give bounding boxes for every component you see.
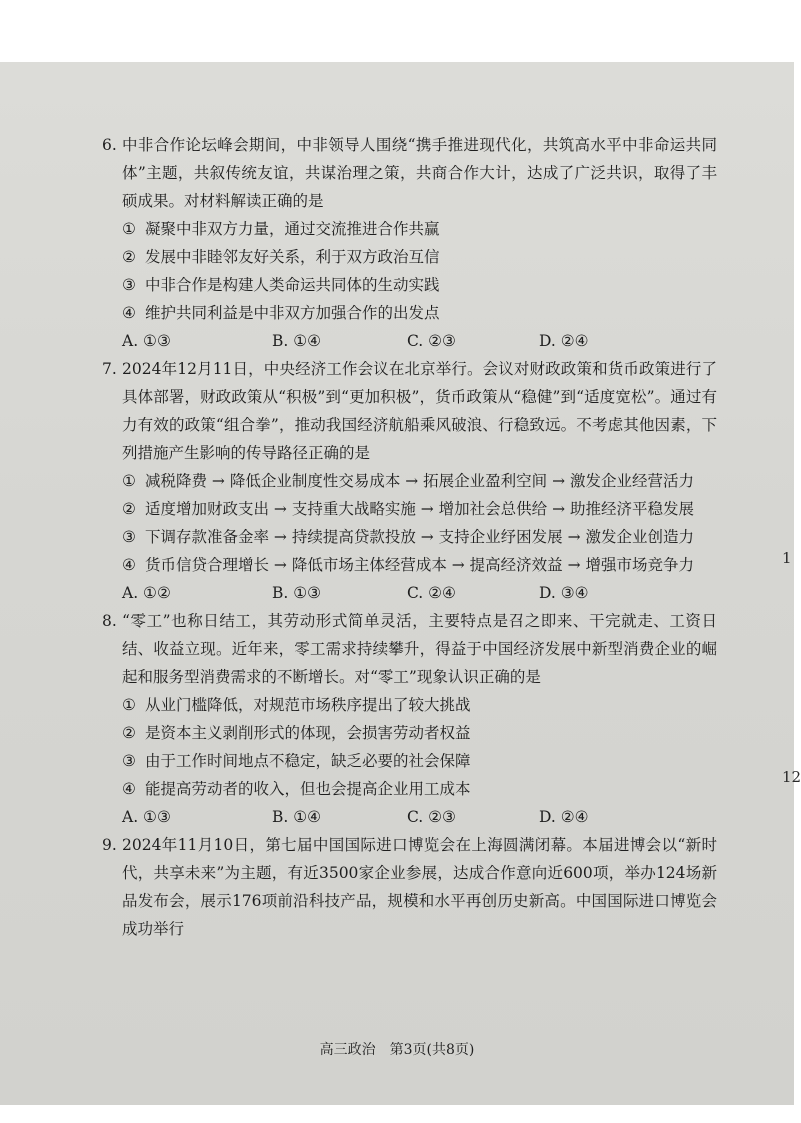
statement-mark: ① xyxy=(122,696,136,714)
question-stem xyxy=(102,355,717,467)
statement-item xyxy=(102,495,717,523)
statement-item xyxy=(102,467,717,495)
statement-item xyxy=(102,747,717,775)
choice-c: C. ②③ xyxy=(407,332,456,350)
statement-text: 是资本主义剥削形式的体现，会损害劳动者权益 xyxy=(145,724,471,742)
statement-text: 凝聚中非双方力量，通过交流推进合作共赢 xyxy=(145,220,440,238)
statement-text: 中非合作是构建人类命运共同体的生动实践 xyxy=(145,276,440,294)
choice-b: B. ①③ xyxy=(272,584,322,602)
statement-text: 能提高劳动者的收入，但也会提高企业用工成本 xyxy=(145,780,471,798)
statement-mark: ③ xyxy=(122,528,136,546)
choice-d: D. ③④ xyxy=(539,584,589,602)
statement-text: 适度增加财政支出 → 支持重大战略实施 → 增加社会总供给 → 助推经济平稳发展 xyxy=(145,500,695,518)
statement-item xyxy=(102,523,717,551)
answer-choices xyxy=(102,579,717,607)
question-stem xyxy=(102,607,717,691)
question-stem xyxy=(102,831,717,943)
statement-item xyxy=(102,215,717,243)
statement-text: 减税降费 → 降低企业制度性交易成本 → 拓展企业盈利空间 → 激发企业经营活力 xyxy=(145,472,695,490)
choice-b: B. ①④ xyxy=(272,332,322,350)
statement-item xyxy=(102,551,717,579)
statement-item xyxy=(102,775,717,803)
statement-mark: ④ xyxy=(122,780,136,798)
edge-mark: 1 xyxy=(782,549,792,567)
question-number: 7. xyxy=(102,360,117,378)
statement-item xyxy=(102,271,717,299)
choice-d: D. ②④ xyxy=(539,332,589,350)
question-8 xyxy=(102,607,717,831)
statement-text: 下调存款准备金率 → 持续提高贷款投放 → 支持企业纾困发展 → 激发企业创造力 xyxy=(145,528,695,546)
statement-text: 货币信贷合理增长 → 降低市场主体经营成本 → 提高经济效益 → 增强市场竞争力 xyxy=(145,556,695,574)
question-number: 9. xyxy=(102,836,117,854)
answer-choices xyxy=(102,803,717,831)
question-text: “零工”也称日结工，其劳动形式简单灵活，主要特点是召之即来、干完就走、工资日结、收益立现。近年来，零工需求持续攀升，得益于中国经济发展中新型消费企业的崛起和服务型消费需求的不断增长。对“零工”现象认识正确的是 xyxy=(122,612,717,686)
question-text: 中非合作论坛峰会期间，中非领导人围绕“携手推进现代化，共筑高水平中非命运共同体”主题，共叙传统友谊，共谋治理之策，共商合作大计，达成了广泛共识，取得了丰硕成果。对材料解读正确的是 xyxy=(122,136,717,210)
choice-d: D. ②④ xyxy=(539,808,589,826)
statement-mark: ② xyxy=(122,248,136,266)
question-text: 2024年12月11日，中央经济工作会议在北京举行。会议对财政政策和货币政策进行了具体部署，财政政策从“积极”到“更加积极”，货币政策从“稳健”到“适度宽松”。通过有力有效的政策“组合拳”，推动我国经济航船乘风破浪、行稳致远。不考虑其他因素，下列措施产生影响的传导路径正确的是 xyxy=(122,360,717,462)
statement-mark: ① xyxy=(122,220,136,238)
statement-mark: ④ xyxy=(122,304,136,322)
statement-mark: ④ xyxy=(122,556,136,574)
choice-a: A. ①② xyxy=(122,584,171,602)
choice-b: B. ①④ xyxy=(272,808,322,826)
question-9 xyxy=(102,831,717,943)
statement-mark: ② xyxy=(122,500,136,518)
statement-mark: ③ xyxy=(122,276,136,294)
statement-text: 发展中非睦邻友好关系，利于双方政治互信 xyxy=(145,248,440,266)
statement-text: 从业门槛降低，对规范市场秩序提出了较大挑战 xyxy=(145,696,471,714)
question-list xyxy=(102,131,717,943)
statement-text: 维护共同利益是中非双方加强合作的出发点 xyxy=(145,304,440,322)
answer-choices xyxy=(102,327,717,355)
statement-item xyxy=(102,243,717,271)
statement-item xyxy=(102,691,717,719)
exam-paper xyxy=(0,62,801,1105)
statement-mark: ③ xyxy=(122,752,136,770)
statement-item xyxy=(102,299,717,327)
page-footer: 高三政治 第3页(共8页) xyxy=(319,1042,475,1058)
statement-text: 由于工作时间地点不稳定，缺乏必要的社会保障 xyxy=(145,752,471,770)
question-7 xyxy=(102,355,717,607)
choice-c: C. ②③ xyxy=(407,808,456,826)
question-number: 8. xyxy=(102,612,117,630)
statement-mark: ① xyxy=(122,472,136,490)
question-6 xyxy=(102,131,717,355)
edge-mark: 12 xyxy=(782,768,801,786)
statement-item xyxy=(102,719,717,747)
statement-mark: ② xyxy=(122,724,136,742)
question-stem xyxy=(102,131,717,215)
choice-a: A. ①③ xyxy=(122,332,171,350)
question-text: 2024年11月10日，第七届中国国际进口博览会在上海圆满闭幕。本届进博会以“新时代，共享未来”为主题，有近3500家企业参展，达成合作意向近600项，举办124场新品发布会，展示176项前沿科技产品，规模和水平再创历史新高。中国国际进口博览会成功举行 xyxy=(122,836,717,938)
choice-c: C. ②④ xyxy=(407,584,456,602)
question-number: 6. xyxy=(102,136,117,154)
choice-a: A. ①③ xyxy=(122,808,171,826)
